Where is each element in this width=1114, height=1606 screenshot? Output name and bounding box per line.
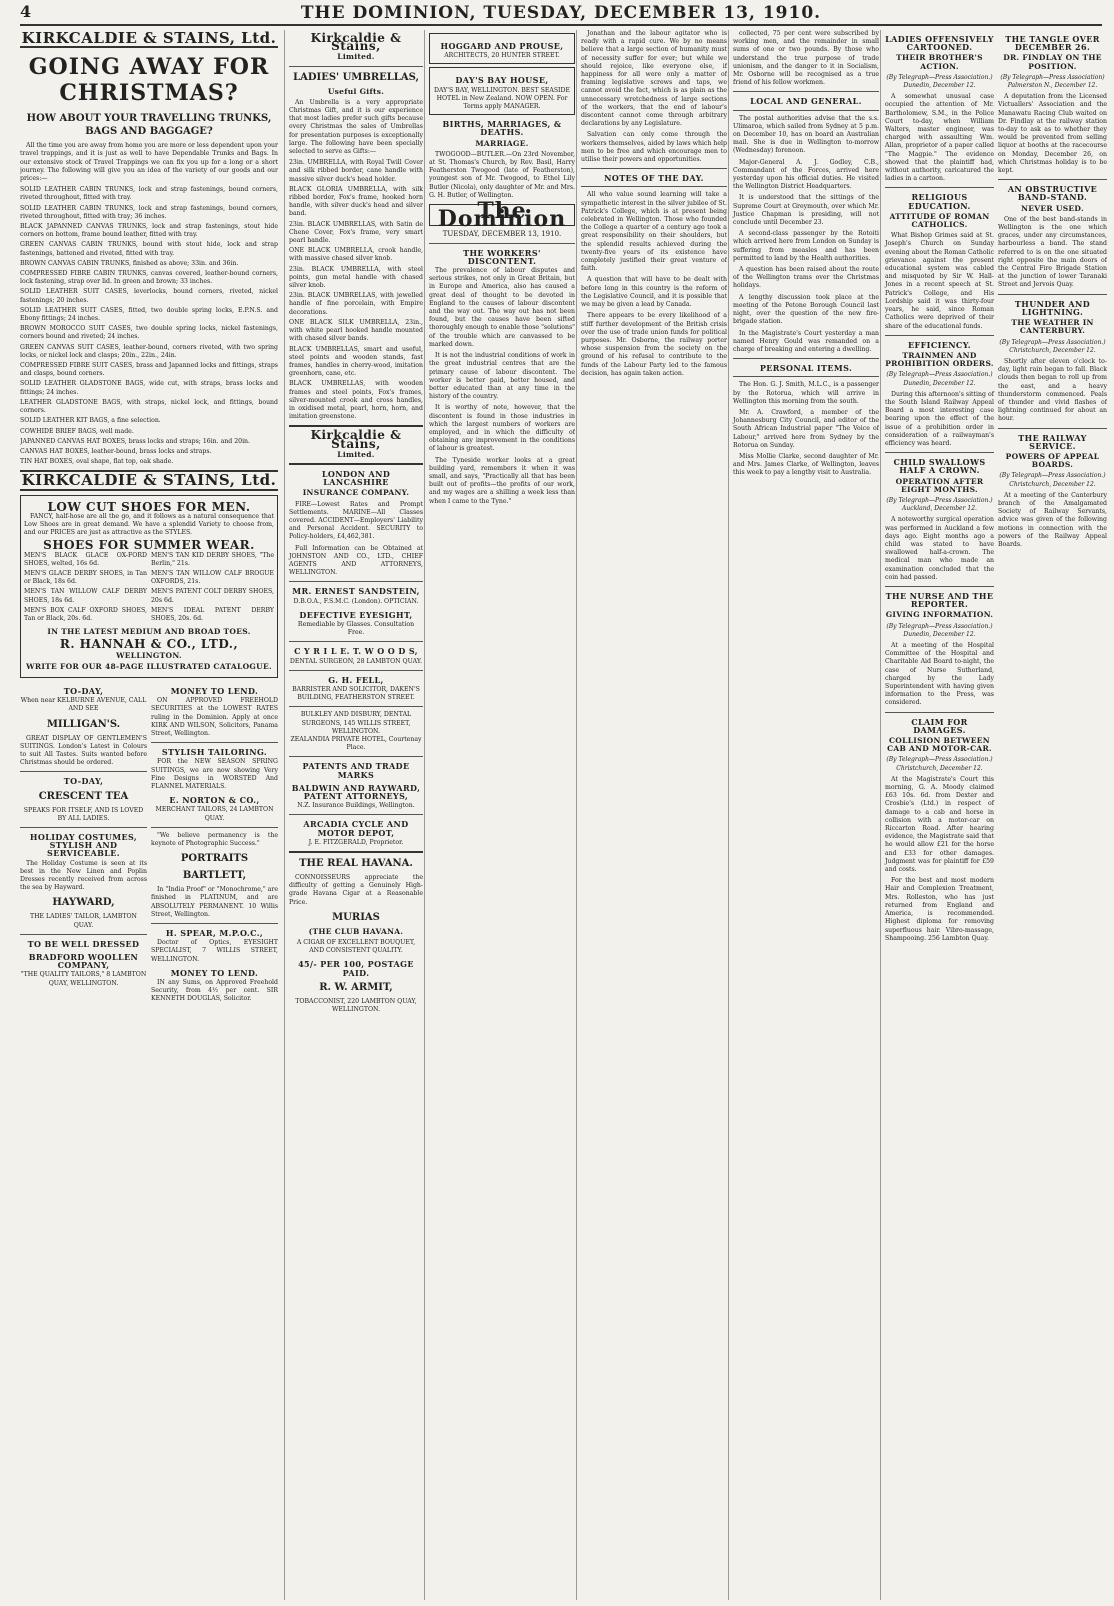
swallow-text: A noteworthy surgical operation was performed in Auckland a few days ago. Eight months ago a child was stated to have swallowed half-a-crown. The medical man who made an examination concluded that the coin had passed. [885, 516, 994, 581]
arcadia-proprietor: J. E. FITZGERALD, Proprietor. [308, 838, 404, 846]
money-lend-head: MONEY TO LEND. [170, 685, 259, 696]
claim-sub: COLLISION BETWEEN CAB AND MOTOR-CAR. [887, 736, 992, 754]
arcadia-name: ARCADIA CYCLE AND MOTOR DEPOT, [303, 819, 409, 838]
list-item: 23in. BLACK UMBRELLAS, with Satin de Chene Cover, Fox's frame, very smart pearl handle. [289, 220, 423, 245]
woods-address: DENTAL SURGEON, 28 LAMBTON QUAY. [289, 657, 423, 665]
editorial-paragraph: The Tyneside worker looks at a great building yard, remembers it when it was small, and says, "Practically all that has been built out of profits—the profits of our work, and my wages are a shilling a week less than when I came to the Tyne." [429, 456, 575, 505]
bartlett-intro: "We believe permanency is the keynote of Photographic Success." [151, 831, 278, 848]
list-item: MEN'S GLACE DERBY SHOES, in Tan or Black, 18s 6d. [24, 569, 147, 586]
personal-items-head: PERSONAL ITEMS. [759, 363, 853, 374]
list-item: 23in. BLACK UMBRELLA, with steel points, gun metal handle with chased silver knob. [289, 265, 423, 290]
personal-paragraph: Mr. A. Crawford, a member of the Johannesburg City Council, and editor of the South African Industrial paper "The Voice of Labour," arrived here from Sydney by the Rotorua on Sunday. [733, 408, 879, 449]
list-item: SOLID LEATHER SUIT CASES, leverlocks, bound corners, riveted, nickel fastenings; 20 inches. [20, 288, 278, 304]
holiday-text: The Holiday Costume is seen at its best in the New Linen and Poplin Dresses recently received from across the sea by Hayward. [20, 859, 147, 892]
issue-date: TUESDAY, DECEMBER 13, 1910. [442, 230, 562, 239]
kirkcaldie-advertiser-4: Kirkcaldie & Stains, [310, 428, 402, 451]
hoggard-address: ARCHITECTS, 20 HUNTER STREET. [444, 52, 560, 60]
murias-name: MURIAS [332, 911, 380, 923]
list-item: SOLID LEATHER CABIN TRUNKS, lock and strap fastenings, bound corners, riveted throughout, fitted with tray; 36 inches. [20, 204, 278, 220]
summer-shoes-headline: SHOES FOR SUMMER WEAR. [43, 538, 255, 553]
days-bay-name: DAY'S BAY HOUSE, [455, 75, 549, 86]
list-item: COMPRESSED FIBRE SUIT CASES, brass and Japanned locks and fittings, straps and clasps, bound corners. [20, 362, 278, 378]
cartoon-byline: (By Telegraph—Press Association.) Dunedin, December 12. [886, 73, 993, 90]
page-title: THE DOMINION, TUESDAY, DECEMBER 13, 1910. [300, 3, 822, 23]
zealandia-ad: ZEALANDIA PRIVATE HOTEL, Courtenay Place. [290, 736, 422, 752]
efficiency-head: EFFICIENCY. [908, 339, 971, 350]
hoggard-ad [429, 33, 575, 64]
cartoon-text: A somewhat unusual case occupied the attention of Mr. Bartholomew, S.M., in the Police Court to-day, when William Walters, master engineer, was charged with assaulting Wm. Allan, proprietor of a paper called "The Magpie." The evidence showed that the plaintiff had, without authority, caricatured the ladies in a cartoon. [885, 93, 994, 183]
bartlett-name: BARTLETT, [182, 870, 247, 882]
trunks-list [20, 186, 278, 466]
murias-price: 45/- PER 100, POSTAGE PAID. [298, 959, 414, 978]
swallow-sub: OPERATION AFTER EIGHT MONTHS. [895, 476, 984, 494]
today-head: TO-DAY, [63, 685, 104, 696]
milligan-name: MILLIGAN'S. [46, 718, 121, 730]
column-1 [20, 30, 278, 1600]
havana-text: CONNOISSEURS appreciate the difficulty of getting a Genuinely High-grade Havana Cigar at a Reasonable Price. [289, 874, 423, 906]
list-item: MEN'S BLACK GLACE OX-FORD SHOES, welted, 16s 6d. [24, 551, 147, 567]
railway-sub: POWERS OF APPEAL BOARDS. [1005, 451, 1100, 470]
column-2 [284, 30, 423, 1600]
nurse-sub: GIVING INFORMATION. [885, 610, 994, 620]
local-paragraph: The postal authorities advise that the s.s. Ulimaroa, which sailed from Sydney at 5 p.m. on December 10, has on board an Australian mail. She is due in Wellington to-morrow (Wednesday) forenoon. [733, 114, 879, 155]
claim-head: CLAIM FOR DAMAGES. [911, 716, 968, 735]
claim-byline: (By Telegraph—Press Association.) Christchurch, December 12. [886, 756, 993, 772]
armit-address: TOBACCONIST, 220 LAMBTON QUAY, WELLINGTON. [295, 997, 417, 1014]
list-item: BLACK JAPANNED CANVAS TRUNKS, lock and strap fastenings, stout hide corners on bottom, frame bound leather, fitted with tray. [20, 223, 278, 239]
dressed-head: TO BE WELL DRESSED [27, 938, 140, 949]
shoes-text: FANCY, half-hose are all the go, and it follows as a natural consequence that Low Shoes are in great demand. We have a splendid Variety to choose from, and our PRICES are just as attractive as the STYLES. [24, 512, 274, 537]
list-item: BROWN CANVAS CABIN TRUNKS, finished as above; 33in. and 36in. [20, 259, 239, 267]
nurse-byline: (By Telegraph—Press Association.) Dunedin, December 12. [886, 622, 993, 638]
nurse-head: THE NURSE AND THE REPORTER. [885, 590, 994, 610]
murias-club: (THE CLUB HAVANA. [308, 926, 404, 936]
woods-name: C Y R I L E. T. W O O D S, [294, 646, 418, 657]
list-item: 23in. UMBRELLA, with Royal Twill Cover and silk ribbed border, cane handle with massive silver duck's head holder. [289, 159, 423, 183]
holiday-head: HOLIDAY COSTUMES, STYLISH AND SERVICEABLE. [29, 832, 138, 859]
baldwin-address: N.Z. Insurance Buildings, Wellington. [297, 802, 415, 810]
editorial-paragraph: It is worthy of note, however, that the discontent is found in those industries in which the largest numbers of workers are employed, and in which the difficulty of obtaining any improvement in the conditions of labour is greatest. [429, 404, 575, 453]
hoggard-name: HOGGARD AND PROUSE, [440, 41, 564, 51]
list-item: COWHIDE BRIEF BAGS, well made. [20, 427, 134, 435]
notes-paragraph: There appears to be every likelihood of a stiff further development of the British crisis over the use of trade union funds for political purposes. Mr. Osborne, the railway porter whose suspension from the society on the ground of his refusal to contribute to the funds of the Labour Party led to the famous decision, has again taken action. [581, 312, 727, 377]
list-item: 23in. BLACK UMBRELLAS, with jewelled handle of fine porcelain, with Empire decorations. [289, 292, 423, 316]
patents-head: PATENTS AND TRADE MARKS [302, 761, 410, 780]
umbrellas-intro: An Umbrella is a very appropriate Christmas Gift, and it is our experience that most ladies prefer such gifts because every Christmas the sales of Umbrellas for presentation purposes is exceptionally large. The following have been specially selected to serve as Gifts:— [289, 98, 423, 156]
shoes-headline: LOW CUT SHOES FOR MEN. [47, 499, 251, 514]
list-item: COMPRESSED FIBRE CABIN TRUNKS, canvas covered, leather-bound corners, lock fastening, strap over lid. In green and brown; 33 inches. [20, 270, 278, 286]
personal-paragraph: The Hon. G. J. Smith, M.L.C., is a passenger by the Rotorua, which will arrive in Wellington this morning from the south. [733, 381, 879, 405]
tangle-sub: DR. FINDLAY ON THE POSITION. [1003, 53, 1102, 71]
london-lancashire-text: FIRE—Lowest Rates and Prompt Settlements. MARINE—All Classes covered. ACCIDENT—Employers' Liability and Personal Accident. SECURITY to Policy-holders, £4,462,381. [289, 500, 423, 541]
bmd-head: BIRTHS, MARRIAGES, & DEATHS. [442, 119, 562, 138]
norton-address: MERCHANT TAILORS, 24 LAMBTON QUAY. [155, 806, 274, 822]
column-4 [576, 30, 727, 1600]
kirkcaldie-limited: Limited. [337, 52, 375, 62]
list-item: ONE BLACK UMBRELLA, crook handle, with massive chased silver knob. [289, 247, 423, 263]
list-item: SOLID LEATHER CABIN TRUNKS, lock and strap fastenings, bound corners, riveted throughout, fitted with tray. [20, 186, 278, 202]
list-item: MEN'S TAN KID DERBY SHOES, "The Berlin," 21s. [151, 551, 274, 567]
notes-paragraph: All who value sound learning will take a sympathetic interest in the silver jubilee of St. Patrick's College, which is at present being celebrated in Wellington. Those who founded the College a quarter of a century ago took a great responsibility on their shoulders, but the splendid results achieved during the twenty-five years of its existence have completely justified their great venture of faith. [581, 191, 727, 273]
editorial-paragraph: Salvation can only come through the workers themselves, aided by laws which help men to be free and which encourage men to utilise their powers and opportunities. [581, 131, 727, 164]
norton-name: E. NORTON & CO., [169, 795, 260, 806]
railway-text: At a meeting of the Canterbury branch of the Amalgamated Society of Railway Servants, advice was given of the following motions in connection with the powers of the Railway Appeal Boards. [998, 491, 1107, 548]
hannah-shoes-ad [20, 495, 278, 678]
sandstein-title: D.B.O.A., F.S.M.C. (London). OPTICIAN. [293, 597, 419, 605]
efficiency-text: During this afternoon's sitting of the South Island Railway Appeal Board a most interesting case bearing upon the effect of the issue of a prohibition order in consideration of a railwayman's efficiency was heard. [885, 390, 994, 447]
editorial-head: THE WORKERS' DISCONTENT. [463, 247, 541, 266]
money-lend-head-2: MONEY TO LEND. [170, 967, 259, 978]
cartoon-sub: THEIR BROTHER'S ACTION. [896, 53, 983, 71]
notes-head: NOTES OF THE DAY. [604, 173, 704, 184]
defective-text: Remediable by Glasses. Consultation Free. [297, 620, 415, 637]
shoes-grid [24, 552, 274, 626]
cartoon-head: LADIES OFFENSIVELY CARTOONED. [885, 34, 994, 53]
list-item: GREEN CANVAS CABIN TRUNKS, bound with stout hide, lock and strap fastenings, battened and riveted, fitted with tray. [20, 241, 278, 257]
col6-split [885, 30, 1107, 946]
london-lancashire-footer: Full Information can be Obtained at JOHNSTON AND CO., LTD., CHIEF AGENTS AND ATTORNEYS, WELLINGTON. [289, 544, 423, 577]
baldwin-name: BALDWIN AND RAYWARD, PATENT ATTORNEYS, [291, 782, 421, 802]
today-text: When near KELBURNE AVENUE, CALL AND SEE [20, 697, 147, 713]
kirkcaldie-limited-2: Limited. [337, 449, 375, 459]
bradford-name: BRADFORD WOOLLEN COMPANY, [28, 952, 139, 971]
editorial-paragraph: The prevalence of labour disputes and serious strikes, not only in Great Britain, but in Europe and America, also has caused a great deal of thought to be devoted in England to the causes of labour discontent and the way out. The way out has not been found, but the causes have been sifted thoroughly enough to enable those "solutions" of the trouble which are canvassed to be marked down. [429, 267, 575, 348]
masthead [20, 2, 1102, 26]
sandstein-name: MR. ERNEST SANDSTEIN, [292, 586, 420, 597]
bandstand-head: AN OBSTRUCTIVE BAND-STAND. [1007, 184, 1098, 203]
days-bay-ad [429, 67, 575, 115]
list-item: SOLID LEATHER GLADSTONE BAGS, wide cut, with straps, brass locks and fittings; 24 inches. [20, 380, 278, 396]
local-paragraph: It is understood that the sittings of the Supreme Court at Greymouth, over which Mr. Justice Chapman is presiding, will not conclude until December 23. [733, 194, 879, 227]
thunder-text: Shortly after eleven o'clock to-day, light rain began to fall. Black clouds then began to roll up from the east, and a heavy thunderstorm commenced. Peals of thunder and vivid flashes of lightning continued for about an hour. [998, 357, 1107, 423]
list-item: BROWN MOROCCO SUIT CASES, two double spring locks, nickel fastenings, corners bound and riveted; 24 inches. [20, 325, 278, 341]
days-bay-text: DAY'S BAY, WELLINGTON. BEST SEASIDE HOTEL in New Zealand. NOW OPEN. For Terms apply MANAGER. [434, 86, 570, 111]
umbrellas-head: LADIES' UMBRELLAS, [293, 71, 419, 83]
religious-sub: ATTITUDE OF ROMAN CATHOLICS. [889, 211, 990, 230]
defective-head: DEFECTIVE EYESIGHT, [299, 609, 413, 620]
column-3 [424, 30, 575, 1600]
list-item: MEN'S TAN WILLOW CALF DERBY SHOES, 18s 6d. [24, 588, 147, 604]
article-paragraph: collected, 75 per cent were subscribed by working men, and the remainder in small sums of one or two pounds. By those who understand the true purpose of trade unionism, and the danger to it in Socialism, Mr. Osborne will be recognised as a true friend of his fellow workmen. [733, 30, 879, 87]
list-item: TIN HAT BOXES, oval shape, flat top, oak shade. [20, 458, 174, 466]
list-item: MEN'S IDEAL PATENT DERBY SHOES, 20s. 6d. [151, 606, 274, 622]
tailoring-text: FOR the NEW SEASON SPRING SUITINGS, we are now showing Very Fine Designs in WORSTED And FLANNEL MATERIALS. [151, 758, 278, 790]
kirkcaldie-advertiser-2: KIRKCALDIE & STAINS, Ltd. [21, 471, 277, 490]
trunks-headline: GOING AWAY FOR CHRISTMAS? [28, 54, 270, 107]
nurse-text: At a meeting of the Hospital Committee of the Hospital and Charitable Aid Board to-night, the case of Nurse Sutherland, charged by the Lady Superintendent with having given information to the Press, was considered. [885, 642, 994, 707]
murias-text: A CIGAR OF EXCELLENT BOUQUET, AND CONSISTENT QUALITY. [296, 939, 416, 955]
tailoring-head: STYLISH TAILORING. [161, 747, 268, 758]
crescent-text: SPEAKS FOR ITSELF, AND IS LOVED BY ALL LADIES. [23, 806, 144, 822]
local-paragraph: Major-General A. J. Godley, C.B., Commandant of the Forces, arrived here yesterday upon his official duties. He visited the Wellington District Headquarters. [733, 158, 879, 191]
swallow-head: CHILD SWALLOWS HALF A CROWN. [893, 457, 986, 476]
fell-address: BARRISTER AND SOLICITOR, DAKEN'S BUILDING, FEATHERSTON STREET. [292, 686, 420, 702]
efficiency-sub: TRAINMEN AND PROHIBITION ORDERS. [885, 350, 994, 369]
hair-ad-text: For the best and most modern Hair and Complexion Treatment, Mrs. Rolleston, who has just returned from England and America, is recommended. Highest diploma for removing superfluous hair. Vibro-massage, Shampooing. 256 Lambton Quay. [885, 877, 994, 942]
list-item: JAPANNED CANVAS HAT BOXES, brass locks and straps; 16in. and 20in. [20, 437, 251, 445]
umbrellas-subhead: Useful Gifts. [327, 86, 385, 96]
armit-name: R. W. ARMIT, [319, 981, 393, 993]
list-item: MEN'S PATENT COLT DERBY SHOES, 20s 6d. [151, 588, 274, 604]
railway-head: THE RAILWAY SERVICE. [1018, 432, 1087, 451]
column-5 [728, 30, 879, 1600]
kirkcaldie-advertiser: KIRKCALDIE & STAINS, Ltd. [21, 30, 277, 47]
claim-text: At the Magistrate's Court this morning, G. A. Moody claimed £63 10s. 6d. from Dexter and Crosbie's (Ltd.) in respect of damage to a cab and horse in collision with a motor-car on Riccarton Road. After hearing evidence, the Magistrate said that he would allow £21 for the horse and £33 for other damages. Judgment was for plaintiff for £59 and costs. [885, 775, 994, 874]
list-item: MEN'S BOX CALF OXFORD SHOES, Tan or Black, 20s. 6d. [24, 606, 147, 622]
local-paragraph: In the Magistrate's Court yesterday a man named Henry Gould was remanded on a charge of breaking and entering a dwelling. [733, 329, 879, 353]
personal-paragraph: Miss Mollie Clarke, second daughter of Mr. and Mrs. James Clarke, of Wellington, leaves this week to pay a lengthy visit to Australia. [733, 452, 879, 477]
kirkcaldie-advertiser-3: Kirkcaldie & Stains, [310, 31, 402, 54]
tangle-text: A deputation from the Licensed Victuallers' Association and the Manawatu Racing Club waited on Dr. Findlay at the railway station to-day to ask as to whether they would be prevented from selling liquor at booths at the racecourse on Monday, December 26, on which Christmas holiday is to be kept. [998, 93, 1107, 175]
list-item: CANVAS HAT BOXES, leather-bound, brass locks and straps. [20, 447, 212, 455]
milligan-text: GREAT DISPLAY OF GENTLEMEN'S SUITINGS. London's Latest in Colours to suit All Tastes. Suits wanted before Christmas should be ordered. [20, 734, 147, 767]
hannah-city: WELLINGTON. [116, 650, 182, 660]
fell-name: G. H. FELL, [328, 674, 384, 685]
column-6 [880, 30, 1107, 1600]
tangle-byline: (By Telegraph—Press Association) Palmerston N., December 12. [1000, 73, 1105, 90]
thunder-head: THUNDER AND LIGHTNING. [1014, 298, 1091, 317]
page-number: 4 [20, 2, 32, 21]
money-lend-text-2: IN any Sums, on Approved Freehold Security, from 4½ per cent. SIR KENNETH DOUGLAS, Solicitor. [151, 979, 278, 1003]
marriage-text: TWOGOOD—BUTLER.—On 23rd November, at St. Thomas's Church, by Rev. Basil, Harry Featherston Twogood (late of Featherston), youngest son of Mr. Twogood, to Ethel Lily Butler (Nicola), only daughter of Mr. and Mrs. G. H. Butler, of Wellington. [429, 150, 575, 199]
bradford-address: "THE QUALITY TAILORS," 8 LAMBTON QUAY, WELLINGTON. [20, 971, 147, 987]
spear-name: H. SPEAR, M.P.O.C., [165, 928, 264, 939]
bulkley-ad: BULKLEY AND DISBURY, DENTAL SURGEONS, 145 WILLIS STREET, WELLINGTON. [300, 711, 412, 735]
local-paragraph: A question has been raised about the route of the Wellington trams over the Christmas holidays. [733, 266, 879, 290]
list-item: SOLID LEATHER SUIT CASES, fitted, two double spring locks, E.P.N.S. and Ebony fittings; 24 inches. [20, 306, 278, 323]
list-item: BLACK UMBRELLAS, with wooden frames and steel points, Fox's frames, silver-mounted crook and cross handles, in oxidised metal, pearl, horn, horn, and imitation greenstone. [289, 380, 423, 421]
editorial-paragraph: It is not the industrial conditions of work in the great industrial centres that are the primary cause of labour discontent. The worker is better paid, better housed, and better educated than at any time in the history of the country. [429, 352, 575, 401]
trunks-subhead: HOW ABOUT YOUR TRAVELLING TRUNKS, BAGS AND BAGGAGE? [26, 113, 272, 138]
london-lancashire-head: LONDON AND LANCASHIRE [321, 468, 391, 488]
col1-small-ads [20, 682, 278, 1007]
london-lancashire-sub: INSURANCE COMPANY. [302, 488, 410, 498]
local-paragraph: A second-class passenger by the Rotoiti which arrived here from London on Sunday is suffering from measles and has been permitted to land by the Health authorities. [733, 230, 879, 262]
bandstand-sub: NEVER USED. [1021, 203, 1084, 213]
bartlett-text: In "India Proof" or "Monochrome," are finished in PLATINUM, and are ABSOLUTELY PERMANENT. 10 Willis Street, Wellington. [151, 886, 278, 918]
bandstand-text: One of the best band-stands in Wellington is the one which graces, under any circumstances, harbourless a band. The stand referred to is on the one situated right opposite the main doors of the Central Fire Brigade Station at the junction of lower Taranaki Street and Jervois Quay. [998, 215, 1107, 289]
today-head-2: TO-DAY, [63, 776, 104, 787]
dominion-logo: The Dominion [429, 204, 575, 226]
thunder-sub: THE WEATHER IN CANTERBURY. [1011, 318, 1094, 336]
list-item: GREEN CANVAS SUIT CASES, leather-bound, corners riveted, with two spring locks, or nickel lock and clasps; 20in., 22in., 24in. [20, 343, 278, 359]
tangle-head: THE TANGLE OVER DECEMBER 26. [1005, 34, 1100, 53]
list-item: LEATHER GLADSTONE BAGS, with straps, nickel lock, and fittings, bound corners. [20, 398, 278, 415]
trunks-intro: All the time you are away from home you are more or less dependent upon your travel trappings, and it is just as well to have Dependable Trunks and Bags. In our extensive stock of Travel Trappings we can fix you up for a long or a short journey. The following will give you an idea of the variety of our goods and our prices:— [20, 142, 278, 183]
swallow-byline: (By Telegraph—Press Association.) Auckland, December 12. [886, 496, 993, 513]
list-item: BLACK GLORIA UMBRELLA, with silk ribbed border, Fox's frame, hooked horn handle, with silver duck's head and silver band. [289, 185, 423, 218]
local-paragraph: A lengthy discussion took place at the meeting of the Petone Borough Council last night, over the question of the new fire-brigade station. [733, 293, 879, 326]
religious-head: RELIGIOUS EDUCATION. [908, 192, 971, 211]
list-item: ONE BLACK SILK UMBRELLA, 23in., with white pearl hooked handle mounted with chased silver bands. [289, 318, 423, 343]
notes-paragraph: A question that will have to be dealt with before long in this country is the reform of the Legislative Council, and it is possible that we may be given a lead by Canada. [581, 276, 727, 309]
religious-text: What Bishop Grimes said at St. Joseph's Church on Sunday evening about the Roman Catholic grievance against the present educational system was cabled and misquoted by Sir W. Hall-Jones in a recent speech at St. Patrick's College, and His Lordship said it was thirty-four years, he said, since Roman Catholics were deprived of their share of the educational funds. [885, 232, 994, 330]
list-item: SOLID LEATHER KIT BAGS, a fine selection. [20, 417, 161, 425]
hayward-name: HAYWARD, [52, 897, 115, 909]
money-lend-text: ON APPROVED FREEHOLD SECURITIES at the LOWEST RATES ruling in the Dominion. Apply at once KIRK AND WILSON, Solicitors, Panama Street, Wellington. [151, 697, 278, 737]
hannah-name: R. HANNAH & CO., LTD., [59, 637, 239, 652]
hayward-address: THE LADIES' TAILOR, LAMBTON QUAY. [30, 913, 137, 929]
havana-head: THE REAL HAVANA. [299, 858, 413, 870]
local-general-head: LOCAL AND GENERAL. [750, 96, 862, 107]
efficiency-byline: (By Telegraph—Press Association.) Dunedin, December 12. [886, 371, 993, 387]
portraits-head: PORTRAITS [180, 853, 249, 865]
marriage-head: MARRIAGE. [475, 138, 529, 148]
thunder-byline: (By Telegraph—Press Association.) Christchurch, December 12. [999, 338, 1106, 354]
list-item: BLACK UMBRELLAS, smart and useful, steel points and wooden stands, fast frames, handles in cherry-wood, imitation greenhorn, cane, etc. [289, 345, 423, 378]
crescent-tea: CRESCENT TEA [38, 790, 129, 802]
list-item: MEN'S TAN WILLOW CALF BROGUE OXFORDS, 21s. [151, 569, 274, 586]
spear-text: Doctor of Optics, EYESIGHT SPECIALIST, 7 WILLIS STREET, WELLINGTON. [151, 939, 278, 963]
shoes-footer: IN THE LATEST MEDIUM AND BROAD TOES. [47, 627, 251, 637]
hannah-footer: WRITE FOR OUR 48-PAGE ILLUSTRATED CATALOGUE. [26, 661, 272, 671]
editorial-paragraph: Jonathan and the labour agitator who is ready with a rapid cure. We by no means believe that a large section of humanity must of necessity suffer for ever; but while we should rejoice, like everyone else, if happiness for all were only a matter of framing legislative screws and taps, we cannot avoid the fact, which is as plain as the unnecessary wretchedness of large sections of the workers, that the end of labour's discontent cannot come through arbitrary declarations by any Legislature. [581, 30, 727, 128]
railway-byline: (By Telegraph—Press Association.) Christchurch, December 12. [999, 472, 1106, 488]
